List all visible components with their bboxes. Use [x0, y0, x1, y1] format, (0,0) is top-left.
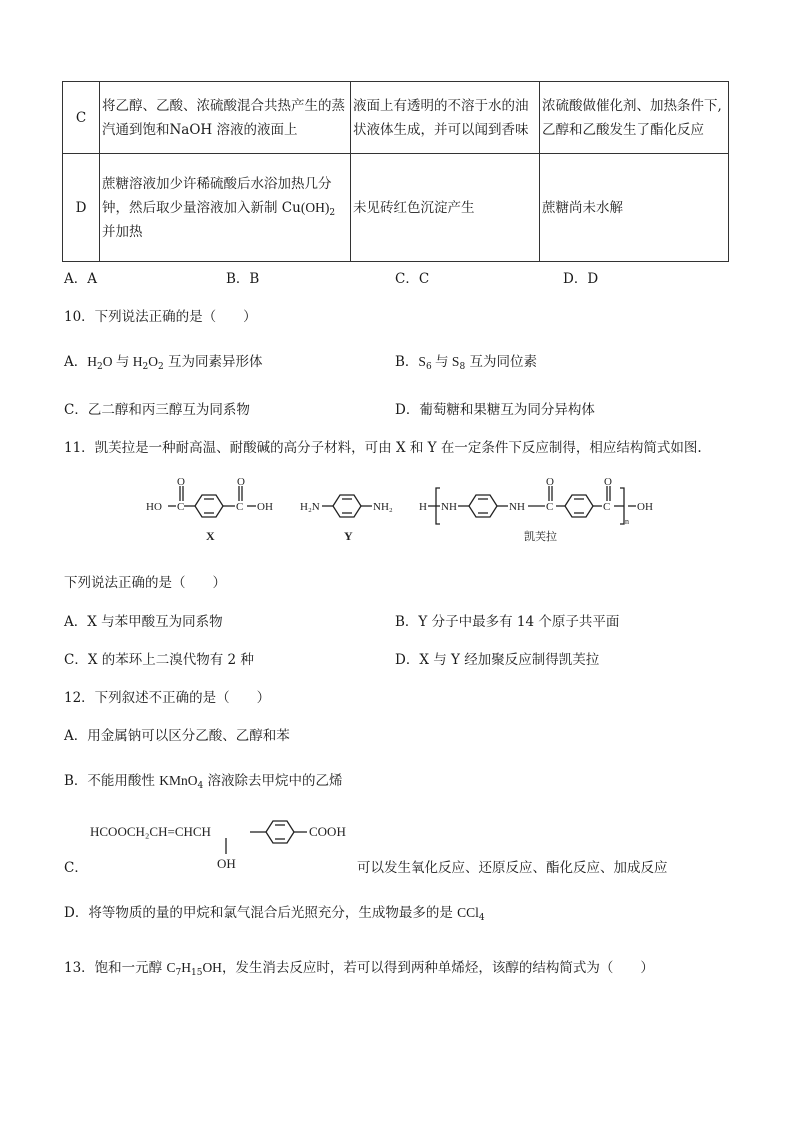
operation-text-end: 并加热 — [102, 223, 143, 240]
q11-option-d[interactable]: D．X 与 Y 经加聚反应制得凯芙拉 — [395, 652, 600, 668]
formula: C — [166, 960, 176, 975]
q12-option-c-label[interactable]: C． — [64, 860, 88, 876]
q12-option-c-text: 可以发生氧化反应、还原反应、酯化反应、加成反应 — [357, 860, 668, 876]
struct-k-nh1: NH — [441, 501, 457, 513]
q11-stem: 11．凯芙拉是一种耐高温、耐酸碱的高分子材料，可由 X 和 Y 在一定条件下反应制得，相应结构简式如图. — [64, 440, 702, 456]
table-row — [63, 82, 729, 154]
operation-cell — [100, 154, 351, 262]
row-label: D — [63, 154, 100, 262]
struct-x-o1: O — [177, 476, 185, 488]
subscript: 7 — [175, 968, 182, 978]
subscript: 2 — [97, 362, 103, 372]
q11-option-c[interactable]: C．X 的苯环上二溴代物有 2 种 — [64, 652, 254, 668]
struct-k-o1: O — [546, 476, 554, 488]
option-prefix: A． — [64, 354, 88, 370]
formula: CCl — [457, 905, 479, 920]
struct-x-o2: O — [237, 476, 245, 488]
struct-x-ho: HO — [146, 501, 162, 513]
struct-k-nh2: NH — [509, 501, 525, 513]
q11-sub-stem: 下列说法正确的是（ ） — [64, 575, 226, 591]
stem-text: ，发生消去反应时，若可以得到两种单烯烃，该醇的结构简式为（ ） — [221, 960, 654, 976]
subscript: 4 — [197, 781, 204, 791]
struct-k-n: n — [625, 517, 629, 526]
formula: O 与 H — [102, 354, 143, 369]
formula-oh: (OH) — [300, 199, 330, 215]
subscript: 8 — [459, 362, 466, 372]
struct-k-c1: C — [546, 501, 554, 513]
formula: H — [87, 354, 97, 369]
table-row — [63, 154, 729, 262]
subscript: 4 — [478, 913, 485, 923]
stem-text: 13．饱和一元醇 — [64, 960, 167, 976]
q10-option-a[interactable] — [64, 350, 263, 370]
q9-option-d[interactable]: D．D — [563, 271, 599, 287]
struct-k-h: H — [419, 501, 427, 513]
q9-option-c[interactable]: C．C — [395, 271, 430, 287]
formula: S — [418, 354, 426, 369]
struct-y-label: Y — [344, 529, 353, 543]
conclusion-cell: 浓硫酸做催化剂、加热条件下,乙醇和乙酸发生了酯化反应 — [540, 82, 729, 154]
q12-option-b[interactable] — [64, 769, 343, 789]
q12-option-d[interactable] — [64, 901, 485, 921]
formula: 与 S — [431, 354, 460, 369]
q10-option-c[interactable]: C．乙二醇和丙三醇互为同系物 — [64, 402, 250, 418]
struct-k-oh: OH — [637, 501, 653, 513]
subscript: 2 — [157, 362, 164, 372]
kevlar-structures-figure — [140, 476, 660, 546]
q10-option-d[interactable]: D．葡萄糖和果糖互为同分异构体 — [395, 402, 595, 418]
q11-option-b[interactable]: B．Y 分子中最多有 14 个原子共平面 — [395, 614, 620, 630]
conclusion-cell: 蔗糖尚未水解 — [540, 154, 729, 262]
struct-k-o2: O — [604, 476, 612, 488]
struct-y-h2n: H₂N — [300, 501, 320, 513]
q9-option-b[interactable]: B．B — [226, 271, 260, 287]
option-text: B．不能用酸性 — [64, 773, 160, 789]
struct-k-label: 凯芙拉 — [524, 531, 557, 543]
q9-option-a[interactable]: A．A — [64, 271, 97, 287]
experiment-table — [62, 81, 729, 262]
subscript: 15 — [190, 968, 203, 978]
struct-right: COOH — [309, 824, 346, 839]
q12-stem: 12．下列叙述不正确的是（ ） — [64, 690, 271, 706]
row-label: C — [63, 82, 100, 154]
struct-x-c2: C — [236, 501, 244, 513]
struct-x-c1: C — [177, 501, 185, 513]
q11-option-a[interactable]: A．X 与苯甲酸互为同系物 — [64, 614, 223, 630]
option-text: D．将等物质的量的甲烷和氯气混合后光照充分，生成物最多的是 — [64, 905, 458, 921]
subscript: 6 — [425, 362, 432, 372]
struct-oh: OH — [217, 856, 236, 871]
struct-y-nh2: NH₂ — [373, 501, 393, 513]
option-text: 互为同位素 — [465, 354, 537, 370]
q10-stem: 10．下列说法正确的是（ ） — [64, 309, 257, 325]
operation-text: 蔗糖溶液加少许稀硫酸后水浴加热几分钟，然后取少量溶液加入新制 Cu — [102, 175, 332, 216]
phenomenon-cell: 液面上有透明的不溶于水的油状液体生成，并可以闻到香味 — [351, 82, 540, 154]
option-text: 互为同素异形体 — [163, 354, 263, 370]
q10-option-b[interactable] — [395, 350, 537, 370]
formula: KMnO — [159, 773, 198, 788]
formula: H — [181, 960, 191, 975]
q12-c-structure — [88, 814, 378, 872]
struct-x-label: X — [206, 529, 215, 543]
q12-option-a[interactable]: A．用金属钠可以区分乙酸、乙醇和苯 — [64, 728, 290, 744]
struct-x-oh: OH — [257, 501, 273, 513]
option-prefix: B． — [395, 354, 419, 370]
operation-cell: 将乙醇、乙酸、浓硫酸混合共热产生的蒸汽通到饱和NaOH 溶液的液面上 — [100, 82, 351, 154]
subscript: 2 — [329, 207, 336, 218]
struct-k-c2: C — [603, 501, 611, 513]
option-text: 溶液除去甲烷中的乙烯 — [203, 773, 343, 789]
q13-stem — [64, 956, 654, 976]
formula: OH — [202, 960, 222, 975]
formula: O — [148, 354, 158, 369]
phenomenon-cell: 未见砖红色沉淀产生 — [351, 154, 540, 262]
subscript: 2 — [142, 362, 149, 372]
struct-left: HCOOCH₂CH=CHCH — [90, 824, 211, 839]
